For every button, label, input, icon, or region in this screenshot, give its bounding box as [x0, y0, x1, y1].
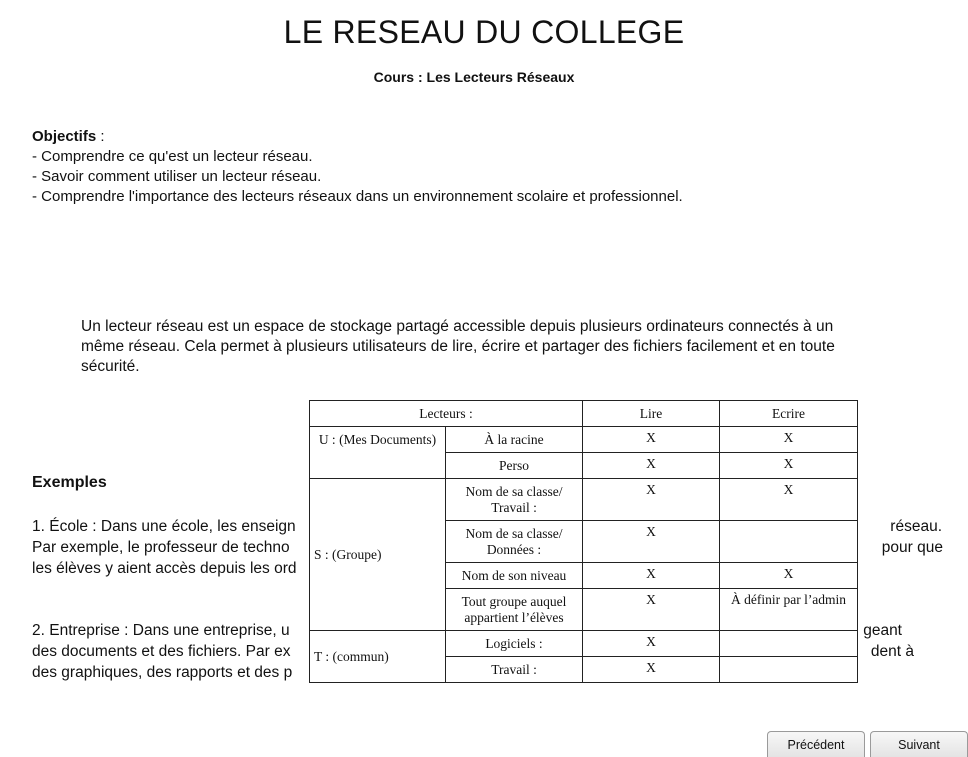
example-text-fragment: Par exemple, le professeur de techno [32, 539, 290, 556]
examples-heading: Exemples [32, 474, 107, 491]
drive-s-label: S : (Groupe) [310, 479, 446, 631]
next-button[interactable]: Suivant [870, 731, 968, 757]
folder-cell: À la racine [446, 427, 583, 453]
write-cell [720, 631, 858, 657]
objective-item: - Comprendre ce qu'est un lecteur réseau. [32, 148, 313, 165]
example-text-fragment: geant [863, 622, 902, 639]
folder-cell: Logiciels : [446, 631, 583, 657]
previous-button[interactable]: Précédent [767, 731, 865, 757]
folder-cell: Nom de sa classe/ Travail : [446, 479, 583, 521]
example-text-fragment: 2. Entreprise : Dans une entreprise, u [32, 622, 290, 639]
write-cell: X [720, 427, 858, 453]
objective-item: - Comprendre l'importance des lecteurs réseaux dans un environnement scolaire et professionnel. [32, 188, 683, 205]
example-text-fragment: des documents et des fichiers. Par ex [32, 643, 291, 660]
write-cell: X [720, 479, 858, 521]
write-cell: X [720, 453, 858, 479]
read-cell: X [583, 453, 720, 479]
folder-cell: Nom de son niveau [446, 563, 583, 589]
example-text-fragment: dent à [870, 643, 914, 660]
write-cell [720, 657, 858, 683]
objectives-separator: : [96, 128, 105, 145]
read-cell: X [583, 521, 720, 563]
header-drives: Lecteurs : [310, 401, 583, 427]
table-header-row [310, 401, 858, 427]
read-cell: X [583, 479, 720, 521]
example-text-fragment: réseau. [890, 518, 942, 535]
example-text-fragment: 1. École : Dans une école, les enseign [32, 518, 296, 535]
write-cell: À définir par l’admin [720, 589, 858, 631]
folder-cell: Perso [446, 453, 583, 479]
example-text-fragment: pour que [881, 539, 943, 556]
example-text-fragment: des graphiques, des rapports et des p [32, 664, 293, 681]
write-cell [720, 521, 858, 563]
read-cell: X [583, 657, 720, 683]
folder-cell: Tout groupe auquel appartient l’élèves [446, 589, 583, 631]
read-cell: X [583, 563, 720, 589]
read-cell: X [583, 427, 720, 453]
write-cell: X [720, 563, 858, 589]
read-cell: X [583, 631, 720, 657]
intro-paragraph: Un lecteur réseau est un espace de stockage partagé accessible depuis plusieurs ordinateurs connectés à un même réseau. Cela permet à plusieurs utilisateurs de lire, écrire et partager des fichiers facilement et en toute sécurité. [81, 318, 835, 375]
drive-t-label: T : (commun) [310, 631, 446, 683]
folder-cell: Nom de sa classe/ Données : [446, 521, 583, 563]
course-subtitle: Cours : Les Lecteurs Réseaux [373, 69, 575, 85]
table-row [310, 479, 858, 521]
table-row [310, 427, 858, 453]
objectives-section [32, 127, 932, 207]
objective-item: - Savoir comment utiliser un lecteur réseau. [32, 168, 322, 185]
objectives-heading: Objectifs [32, 128, 97, 145]
objectives-heading-line [32, 127, 932, 147]
page-title: LE RESEAU DU COLLEGE [283, 14, 685, 50]
folder-cell: Travail : [446, 657, 583, 683]
permissions-table [309, 400, 858, 683]
table-row [310, 631, 858, 657]
header-read: Lire [583, 401, 720, 427]
read-cell: X [583, 589, 720, 631]
example-text-fragment: les élèves y aient accès depuis les ord [32, 560, 297, 577]
header-write: Ecrire [720, 401, 858, 427]
drive-u-label: U : (Mes Documents) [310, 427, 446, 479]
